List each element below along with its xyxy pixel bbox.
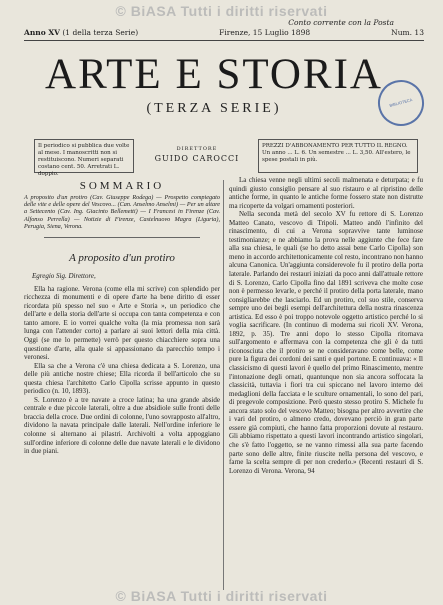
right-column [229,176,423,475]
column-divider [223,180,224,590]
article-paragraph: Ella sa che a Verona c'è una chiesa dedicata a S. Lorenzo, una delle più antiche nostre chiese; Ella ricorda il bell'articolo che su questa chiesa l'architetto Carlo Cipolla scrisse appunto in questo periodico (n. 10, 1893). [24,361,220,396]
issue-header [24,18,424,37]
watermark-bottom: © BiASA Tutti i diritti riservati [115,588,328,604]
series-subtitle: (TERZA SERIE) [146,101,282,116]
library-stamp: BIBLIOTECA [373,75,429,131]
header-rule [24,40,424,41]
article-title: A proposito d'un protiro [69,251,175,264]
article-paragraph: Ella ha ragione. Verona (come ella mi scrive) con splendido per ricchezza di monumenti e di opere d'arte ha bene diritto di esser ricordata più spesso nel suo « Arte e Storia », un periodico che dell'arte e della storia dell'arte si occupa con tanta competenza e con tanto amore. E io vorrei qualche volta (la mia promessa non sarà lunga con l'attender corto) a parlare ai suoi lettori della mia città. Oggi (se me lo permette) verrò per questo chiacchiere sopra una questione d'arte, alla quale si appassionano da parecchio tempo i veronesi. [24,284,220,362]
publication-info-box: Il periodico si pubblica due volte al mese. I manoscritti non si restituiscono. Numeri separati costano cent. 50. Arretrati L. doppio. [34,139,134,173]
sommario-title: SOMMARIO [79,180,165,192]
postal-account: Conto corrente con la Posta [288,18,394,27]
masthead-title: ARTE E STORIA [45,51,383,98]
issue-date: Firenze, 15 Luglio 1898 [219,28,311,37]
director-box [140,139,254,173]
article-greeting: Egregio Sig. Direttore, [32,272,96,281]
sommario-text: A proposito d'un protiro (Cav. Giuseppe Rodega) — Prospetto compiegato delle vite e delle opere del Vescovo... (Can. Anselmo Anselmi) — Per un altare a Settecento (Cav. Ing. Giacinto Bellemetti) — I Francesi in Firenze (Cav. Alfonso Perrella) — Notizie di Firenze, Castelnuovo Magra (Liguria), Perugia, Siena, Verona. [24,193,220,231]
left-column [24,182,220,456]
issue-year: Anno XV (1 della terza Serie) [24,28,139,37]
director-name: GUIDO CAROCCI [154,154,240,163]
article-paragraph: Nella seconda metà del secolo XV fu rettore di S. Lorenzo Matteo Canato, vescovo di Tripoli. Matteo andò l'infinito del rinascimento, di cui a Verona sopravvive tante luminose testimonianze; e ne abbiamo la prova nelle aggiunte che fece fare alla sua chiesa, le quali (se ho detto assai bene Carlo Cipolla) son meno in accordo architettonicamente col resto, incontrano non hanno alcuna Canonica. Un'aggiunta considerevole fu il protiro della porta laterale. Parlando dei restauri iniziati da poco anni dall'attuale rettore di S. Lorenzo, Carlo Cipolla fino dal 1891 scriveva che molte cose non è permesso levarle, e perché il protiro della porta laterale, mano consigliarebbe che lasciarlo. Ed un protiro, col suo stile, conserva sempre uno dei begli esempi dell'architettura della nostra rinascenza artistica. Ed esso è poi troppo notevole oggetto artistico perché lo si voglia sacrificare. (In continuo di moderna sui ricoli XV. Verona, 1892, p. 35). Tre anni dopo lo stesso Cipolla ritornava sull'argomento e affermava con la competenza che gli è da tutti riconosciuta che il protiro se ne consideravano come belle, come pure la figura dei cordoni dei santi e quel portone. E continuava: « Il classicismo di questi lavori è quello del primo Rinascimento, mentre l'intonazione degli ornati, quantunque non sia ancora soffocata la classicità, tuttavia i fiori tra cui spiccano nel lavoro interno dei medaglioni della facciata e le sculture ornamentali, lo sono del pari, di pregevole composizione. Però questo stesso protiro S. Michele fu ancora stato solo del vescovo Matteo; bisogna per altro avvertire che i vari del protiro, o almeno credo, dovevano perciò in gran parte essere già compiuti, che hanno fatta proporzioni dovute al restauro. Gli abbiamo rispettato a questi lavori incontrando artistico singolari, che s'è fatto l'oggetto, se ne vanno rimessi alla sua parte facendo parte sono delle altre, finite riuscite nella persona del vescovo, e farne la scelta sempre di per non crederlo.» (Recenti restauri di S. Lorenzo di Verona. Verona, 94 [229,210,423,475]
issue-number: Num. 13 [391,28,424,37]
director-label: DIRETTORE [176,146,218,152]
subscription-box: PREZZI D'ABBONAMENTO PER TUTTO IL REGNO. Un anno ... L. 6. Un semestre ... L. 3,50. All'estero, le spese postali in più. [258,139,418,173]
article-paragraph: S. Lorenzo è a tre navate a croce latina; ha una grande abside centrale e due piccole laterali, oltre a due absidiole sulle fronti delle braccia della croce. Due ordini di colonne, l'uno sovrapposto all'altro, dividono la navata principale dalle laterali. Nell'ordine inferiore le colonne si alternano ai pilastri. Archivolti a volta appoggiano sull'ordine inferiore di colonne delle due navate laterali e le dividono in due piani. [24,395,220,456]
watermark-top: © BiASA Tutti i diritti riservati [115,3,328,19]
article-paragraph: La chiesa venne negli ultimi secoli malmenata e deturpata; e fu quindi giusto consiglio pensare al suo ristauro e al ripristino delle antiche forme, in quanto le antiche forme fossero state non distrutte ma ricoperte da volgari ornamenti posteriori. [229,176,423,210]
section-divider [44,237,200,238]
